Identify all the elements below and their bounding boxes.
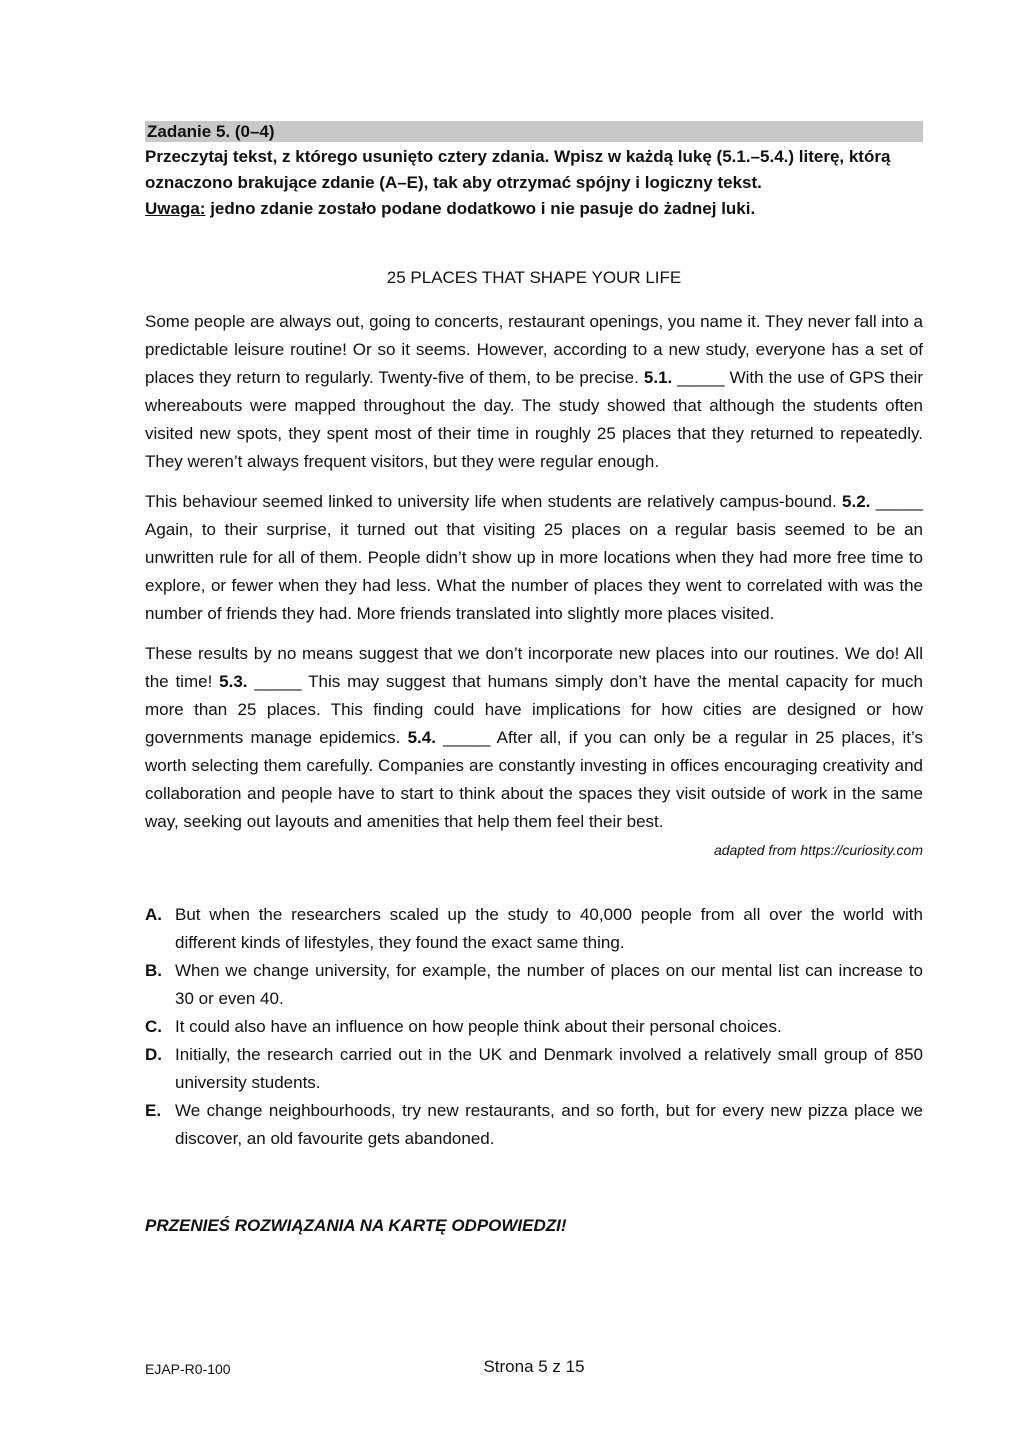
gap-5-2: 5.2.: [842, 492, 871, 511]
option-text: It could also have an influence on how people think about their personal choices.: [175, 1017, 782, 1036]
paragraph-text: _____ Again, to their surprise, it turned out that visiting 25 places on a regular basis seemed to be an unwritten rule for all of them. People didn’t show up in more locations when they had more free time to explore, or fewer when they had less. What the number of places they went to correlated with was the number of friends they had. More friends translated into slightly more places visited.: [145, 492, 923, 623]
option-item: [145, 957, 923, 1013]
option-item: [145, 1041, 923, 1097]
option-item: [145, 1013, 923, 1041]
note-text: jedno zdanie zostało podane dodatkowo i nie pasuje do żadnej luki.: [205, 199, 756, 218]
transfer-note: PRZENIEŚ ROZWIĄZANIA NA KARTĘ ODPOWIEDZI!: [145, 1216, 567, 1235]
paragraph-text: _____ This may suggest that humans simply don’t have the mental capacity for much more than 25 places. This finding could have implications for how cities are designed or how governments manage epidemics.: [145, 672, 924, 747]
option-text: But when the researchers scaled up the study to 40,000 people from all over the world with different kinds of lifestyles, they found the exact same thing.: [175, 905, 923, 952]
paragraph-text: This behaviour seemed linked to university life when students are relatively campus-bound.: [145, 492, 843, 511]
option-letter: C.: [145, 1017, 162, 1036]
article-title: 25 PLACES THAT SHAPE YOUR LIFE: [386, 268, 682, 287]
instruction-text: Przeczytaj tekst, z którego usunięto cztery zdania. Wpisz w każdą lukę (5.1.–5.4.) literę, którą oznaczono brakujące zdanie (A–E), tak aby otrzymać spójny i logiczny tekst.: [145, 147, 891, 192]
task-title: Zadanie 5. (0–4): [145, 121, 923, 142]
gap-5-1: 5.1.: [643, 368, 673, 387]
option-letter: E.: [145, 1101, 162, 1120]
note-label: Uwaga:: [145, 199, 206, 218]
option-letter: A.: [145, 905, 162, 924]
article-paragraph-3: [145, 640, 923, 836]
option-item: [145, 901, 923, 957]
article-paragraph-2: [145, 488, 923, 628]
option-text: We change neighbourhoods, try new restaurants, and so forth, but for every new pizza place we discover, an old favourite gets abandoned.: [175, 1101, 923, 1148]
option-text: Initially, the research carried out in the UK and Denmark involved a relatively small group of 850 university students.: [175, 1045, 923, 1092]
paragraph-text: These results by no means suggest that we don’t incorporate new places into our routines. We do! All the time!: [145, 644, 923, 691]
task-instruction: [145, 144, 923, 222]
paragraph-text: Some people are always out, going to concerts, restaurant openings, you name it. They never fall into a predictable leisure routine! Or so it seems. However, according to a new study, everyone has a set of places they return to regularly. Twenty-five of them, to be precise.: [145, 312, 923, 387]
article-paragraph-1: [145, 308, 923, 476]
option-letter: D.: [145, 1045, 162, 1064]
option-letter: B.: [145, 961, 162, 980]
article-source: adapted from https://curiosity.com: [713, 842, 923, 858]
paragraph-text: _____ After all, if you can only be a regular in 25 places, it’s worth selecting them carefully. Companies are constantly investing in offices encouraging creativity and collaboration and people have to start to think about the spaces they visit outside of work in the same way, seeking out layouts and amenities that help them feel their best.: [145, 728, 923, 831]
option-item: [145, 1097, 923, 1153]
page-number: Strona 5 z 15: [483, 1357, 585, 1376]
exam-page: [145, 121, 923, 1236]
exam-code: EJAP-R0-100: [145, 1361, 231, 1377]
paragraph-text: _____ With the use of GPS their whereabouts were mapped throughout the day. The study showed that although the students often visited new spots, they spent most of their time in roughly 25 places that they returned to repeatedly. They weren’t always frequent visitors, but they were regular enough.: [145, 368, 923, 471]
option-list: [145, 901, 923, 1153]
option-text: When we change university, for example, the number of places on our mental list can increase to 30 or even 40.: [175, 961, 923, 1008]
gap-5-4: 5.4.: [407, 728, 436, 747]
gap-5-3: 5.3.: [219, 672, 248, 691]
